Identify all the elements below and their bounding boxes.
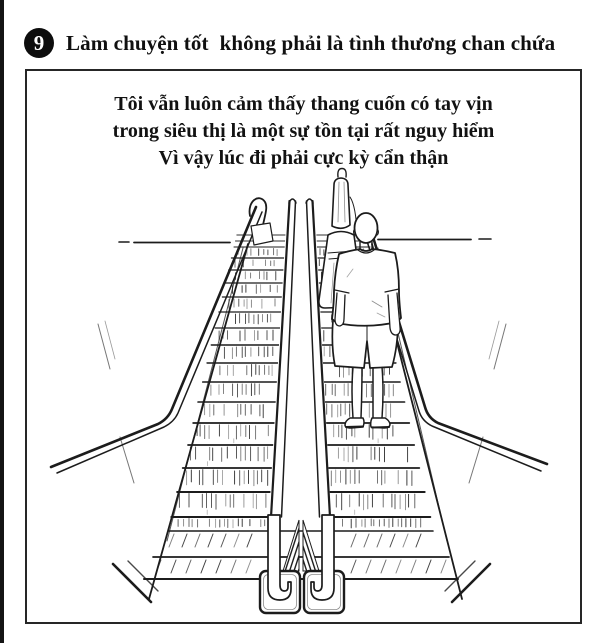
escalator-illustration (27, 71, 580, 622)
left-edge-bar (0, 0, 4, 643)
caption-line-2: trong siêu thị là một sự tồn tại rất nguy hiểm (112, 120, 495, 142)
title-part-1: Làm chuyện tốt (66, 30, 209, 55)
caption-line-3: Vì vậy lúc đi phải cực kỳ cẩn thận (158, 147, 449, 169)
bottom-landing (113, 531, 490, 602)
title-part-2: không phải là tình thương chan chứa (219, 30, 556, 55)
comic-title (66, 31, 555, 56)
chapter-number: 9 (33, 30, 45, 55)
chapter-number-badge (24, 28, 54, 58)
comic-header (24, 26, 584, 60)
comic-panel (25, 69, 582, 624)
caption-line-1: Tôi vẫn luôn cảm thấy thang cuốn có tay vịn (114, 93, 493, 115)
